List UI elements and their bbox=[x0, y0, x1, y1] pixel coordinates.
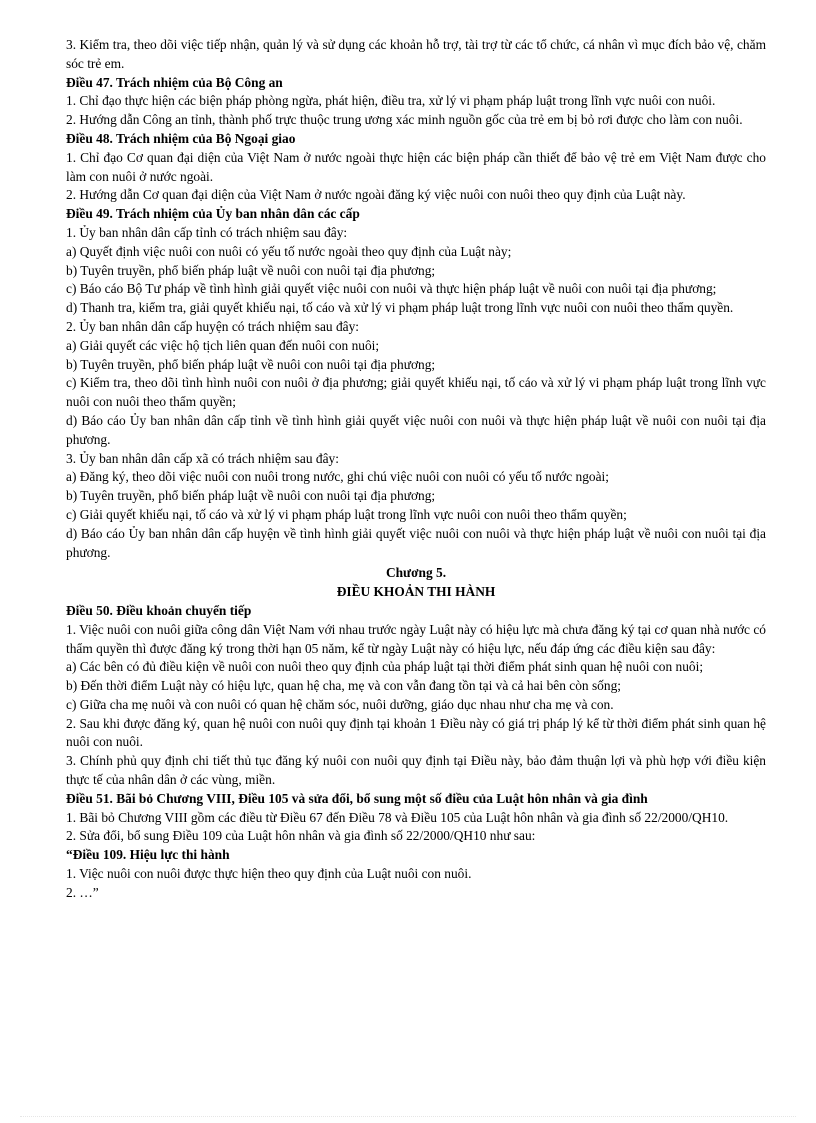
paragraph: b) Tuyên truyền, phổ biến pháp luật về nuôi con nuôi tại địa phương; bbox=[66, 488, 436, 504]
article-heading: “Điều 109. Hiệu lực thi hành bbox=[66, 847, 230, 863]
paragraph: d) Báo cáo Ủy ban nhân dân cấp tỉnh về tình hình giải quyết việc nuôi con nuôi và thực hiện pháp luật về nuôi con nuôi tại địa phương. bbox=[66, 412, 766, 447]
paragraph: 2. Ủy ban nhân dân cấp huyện có trách nhiệm sau đây: bbox=[66, 318, 360, 334]
paragraph: a) Các bên có đủ điều kiện về nuôi con nuôi theo quy định của pháp luật tại thời điểm phát sinh quan hệ nuôi con nuôi; bbox=[66, 659, 704, 675]
paragraph: d) Thanh tra, kiểm tra, giải quyết khiếu nại, tố cáo và xử lý vi phạm pháp luật trong lĩnh vực nuôi con nuôi theo thẩm quyền. bbox=[66, 300, 734, 316]
paragraph: 3. Chính phủ quy định chi tiết thủ tục đăng ký nuôi con nuôi quy định tại Điều này, bảo đảm thuận lợi và phù hợp với điều kiện thực tế của nhân dân ở các vùng, miền. bbox=[66, 753, 766, 788]
paragraph: 1. Việc nuôi con nuôi giữa công dân Việt Nam với nhau trước ngày Luật này có hiệu lực mà chưa đăng ký tại cơ quan nhà nước có thẩm quyền thì được đăng ký trong thời hạn 05 năm, kể từ ngày Luật này có hiệu lực, nếu đáp ứng các điều kiện sau đây: bbox=[66, 621, 766, 656]
paragraph: b) Đến thời điểm Luật này có hiệu lực, quan hệ cha, mẹ và con vẫn đang tồn tại và cả hai bên còn sống; bbox=[66, 678, 621, 694]
paragraph: d) Báo cáo Ủy ban nhân dân cấp huyện về tình hình giải quyết việc nuôi con nuôi và thực hiện pháp luật về nuôi con nuôi tại địa phương. bbox=[66, 525, 766, 560]
paragraph: b) Tuyên truyền, phổ biến pháp luật về nuôi con nuôi tại địa phương; bbox=[66, 262, 436, 278]
article-heading: Điều 47. Trách nhiệm của Bộ Công an bbox=[66, 74, 283, 90]
paragraph: c) Giữa cha mẹ nuôi và con nuôi có quan hệ chăm sóc, nuôi dưỡng, giáo dục nhau như cha mẹ và con. bbox=[66, 696, 614, 712]
paragraph: 1. Bãi bỏ Chương VIII gồm các điều từ Điều 67 đến Điều 78 và Điều 105 của Luật hôn nhân và gia đình số 22/2000/QH10. bbox=[66, 809, 729, 825]
paragraph: c) Kiểm tra, theo dõi tình hình nuôi con nuôi ở địa phương; giải quyết khiếu nại, tố cáo và xử lý vi phạm pháp luật trong lĩnh vực nuôi con nuôi theo thẩm quyền; bbox=[66, 375, 766, 410]
paragraph: 1. Ủy ban nhân dân cấp tỉnh có trách nhiệm sau đây: bbox=[66, 224, 348, 240]
document-body bbox=[66, 36, 766, 903]
paragraph: a) Đăng ký, theo dõi việc nuôi con nuôi trong nước, ghi chú việc nuôi con nuôi có yếu tố nước ngoài; bbox=[66, 469, 609, 485]
paragraph: 1. Việc nuôi con nuôi được thực hiện theo quy định của Luật nuôi con nuôi. bbox=[66, 866, 472, 882]
article-heading: Điều 50. Điều khoản chuyển tiếp bbox=[66, 602, 252, 618]
article-heading: Điều 51. Bãi bỏ Chương VIII, Điều 105 và sửa đổi, bổ sung một số điều của Luật hôn nhân và gia đình bbox=[66, 790, 648, 806]
paragraph: 2. Sửa đổi, bổ sung Điều 109 của Luật hôn nhân và gia đình số 22/2000/QH10 như sau: bbox=[66, 828, 536, 844]
chapter-number: Chương 5. bbox=[385, 565, 447, 581]
paragraph: 2. Sau khi được đăng ký, quan hệ nuôi con nuôi quy định tại khoản 1 Điều này có giá trị pháp lý kể từ thời điểm phát sinh quan hệ nuôi con nuôi. bbox=[66, 715, 766, 750]
page-bottom-rule bbox=[20, 1116, 796, 1117]
paragraph: a) Quyết định việc nuôi con nuôi có yếu tố nước ngoài theo quy định của Luật này; bbox=[66, 243, 512, 259]
paragraph: 1. Chỉ đạo thực hiện các biện pháp phòng ngừa, phát hiện, điều tra, xử lý vi phạm pháp luật trong lĩnh vực nuôi con nuôi. bbox=[66, 93, 716, 109]
paragraph: c) Báo cáo Bộ Tư pháp về tình hình giải quyết việc nuôi con nuôi và thực hiện pháp luật về nuôi con nuôi tại địa phương; bbox=[66, 281, 717, 297]
paragraph: 2. …” bbox=[66, 884, 99, 900]
chapter-title: ĐIỀU KHOẢN THI HÀNH bbox=[336, 584, 496, 600]
paragraph: c) Giải quyết khiếu nại, tố cáo và xử lý vi phạm pháp luật trong lĩnh vực nuôi con nuôi theo thẩm quyền; bbox=[66, 506, 627, 522]
paragraph: 2. Hướng dẫn Công an tỉnh, thành phố trực thuộc trung ương xác minh nguồn gốc của trẻ em bị bỏ rơi được cho làm con nuôi. bbox=[66, 112, 743, 128]
paragraph: 2. Hướng dẫn Cơ quan đại diện của Việt Nam ở nước ngoài đăng ký việc nuôi con nuôi theo quy định của Luật này. bbox=[66, 187, 686, 203]
paragraph: 3. Ủy ban nhân dân cấp xã có trách nhiệm sau đây: bbox=[66, 450, 339, 466]
paragraph: a) Giải quyết các việc hộ tịch liên quan đến nuôi con nuôi; bbox=[66, 337, 380, 353]
paragraph: b) Tuyên truyền, phổ biến pháp luật về nuôi con nuôi tại địa phương; bbox=[66, 356, 436, 372]
paragraph: 3. Kiểm tra, theo dõi việc tiếp nhận, quản lý và sử dụng các khoản hỗ trợ, tài trợ từ các tổ chức, cá nhân vì mục đích bảo vệ, chăm sóc trẻ em. bbox=[66, 37, 766, 71]
article-heading: Điều 49. Trách nhiệm của Ủy ban nhân dân các cấp bbox=[66, 206, 360, 222]
paragraph: 1. Chỉ đạo Cơ quan đại diện của Việt Nam ở nước ngoài thực hiện các biện pháp cần thiết để bảo vệ trẻ em Việt Nam được cho làm con nuôi ở nước ngoài. bbox=[66, 149, 766, 184]
article-heading: Điều 48. Trách nhiệm của Bộ Ngoại giao bbox=[66, 130, 296, 146]
